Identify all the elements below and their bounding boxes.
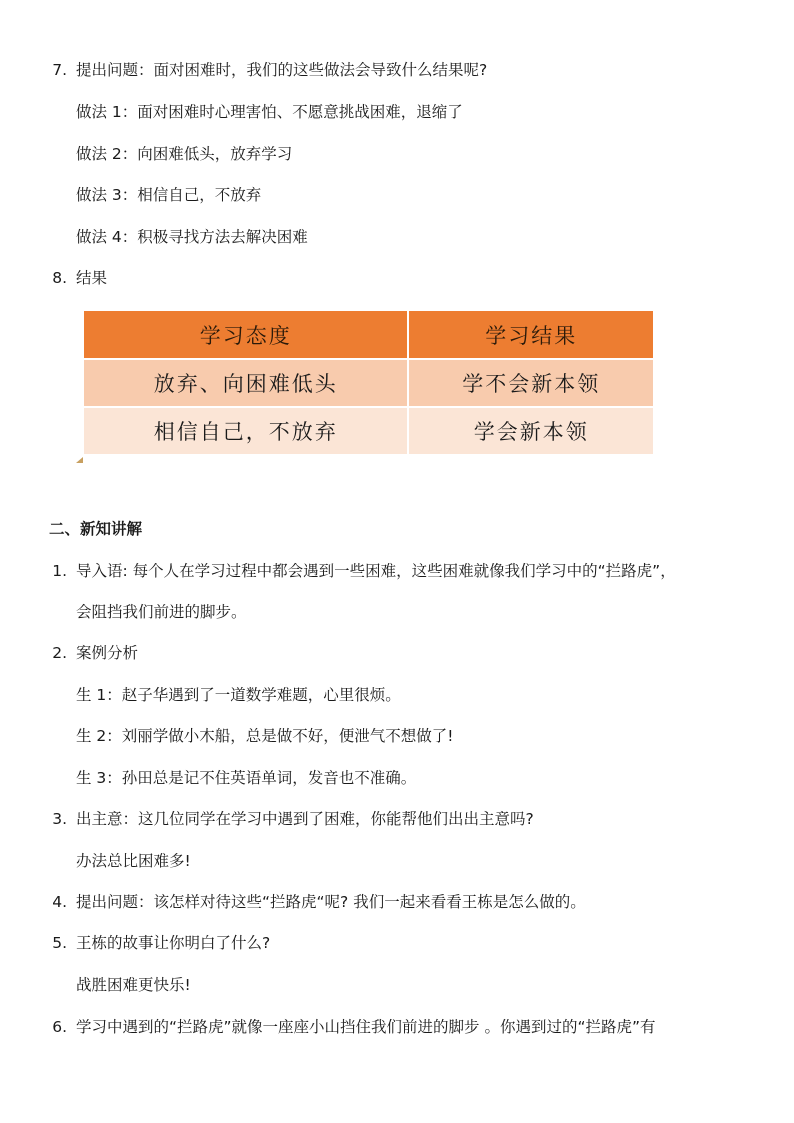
case-line: 生 2：刘丽学做小木船，总是做不好，便泄气不想做了! — [76, 727, 454, 745]
method-line: 做法 3：相信自己，不放弃 — [76, 186, 262, 204]
item-continuation: 战胜困难更快乐! — [76, 976, 191, 994]
table-row — [84, 359, 654, 407]
result-table — [84, 311, 655, 456]
item-text: 提出问题：面对困难时，我们的这些做法会导致什么结果呢? — [76, 61, 488, 79]
item-continuation: 办法总比困难多! — [76, 852, 191, 870]
table-header-cell: 学习态度 — [84, 311, 408, 359]
item-text: 结果 — [76, 269, 108, 287]
case-line: 生 1：赵子华遇到了一道数学难题，心里很烦。 — [76, 686, 401, 704]
item-number: 7. — [52, 61, 67, 79]
item-text: 出主意：这几位同学在学习中遇到了困难，你能帮他们出出主意吗? — [76, 810, 534, 828]
method-line: 做法 2：向困难低头，放弃学习 — [76, 145, 293, 163]
method-line: 做法 1：面对困难时心理害怕、不愿意挑战困难，退缩了 — [76, 103, 463, 121]
item-number: 3. — [52, 810, 67, 828]
table-header-row — [84, 311, 654, 359]
decorative-corner — [76, 457, 83, 463]
table-cell: 学不会新本领 — [408, 359, 654, 407]
item-continuation: 会阻挡我们前进的脚步。 — [76, 603, 247, 621]
item-number: 6. — [52, 1018, 67, 1036]
item-text: 案例分析 — [76, 644, 139, 662]
section-heading: 二、新知讲解 — [49, 520, 143, 538]
item-text: 导入语: 每个人在学习过程中都会遇到一些困难，这些困难就像我们学习中的“拦路虎”， — [76, 562, 676, 580]
item-text: 提出问题：该怎样对待这些“拦路虎“呢? 我们一起来看看王栋是怎么做的。 — [76, 893, 586, 911]
table-cell: 放弃、向困难低头 — [84, 359, 408, 407]
item-number: 2. — [52, 644, 67, 662]
item-number: 4. — [52, 893, 67, 911]
table-cell: 相信自己，不放弃 — [84, 407, 408, 455]
item-number: 1. — [52, 562, 67, 580]
item-text: 学习中遇到的“拦路虎”就像一座座小山挡住我们前进的脚步 。你遇到过的“拦路虎”有 — [76, 1018, 656, 1036]
item-number: 8. — [52, 269, 67, 287]
item-number: 5. — [52, 934, 67, 952]
table-cell: 学会新本领 — [408, 407, 654, 455]
method-line: 做法 4：积极寻找方法去解决困难 — [76, 228, 308, 246]
table-row — [84, 407, 654, 455]
item-text: 王栋的故事让你明白了什么? — [76, 934, 271, 952]
table-header-cell: 学习结果 — [408, 311, 654, 359]
case-line: 生 3：孙田总是记不住英语单词，发音也不准确。 — [76, 769, 417, 787]
